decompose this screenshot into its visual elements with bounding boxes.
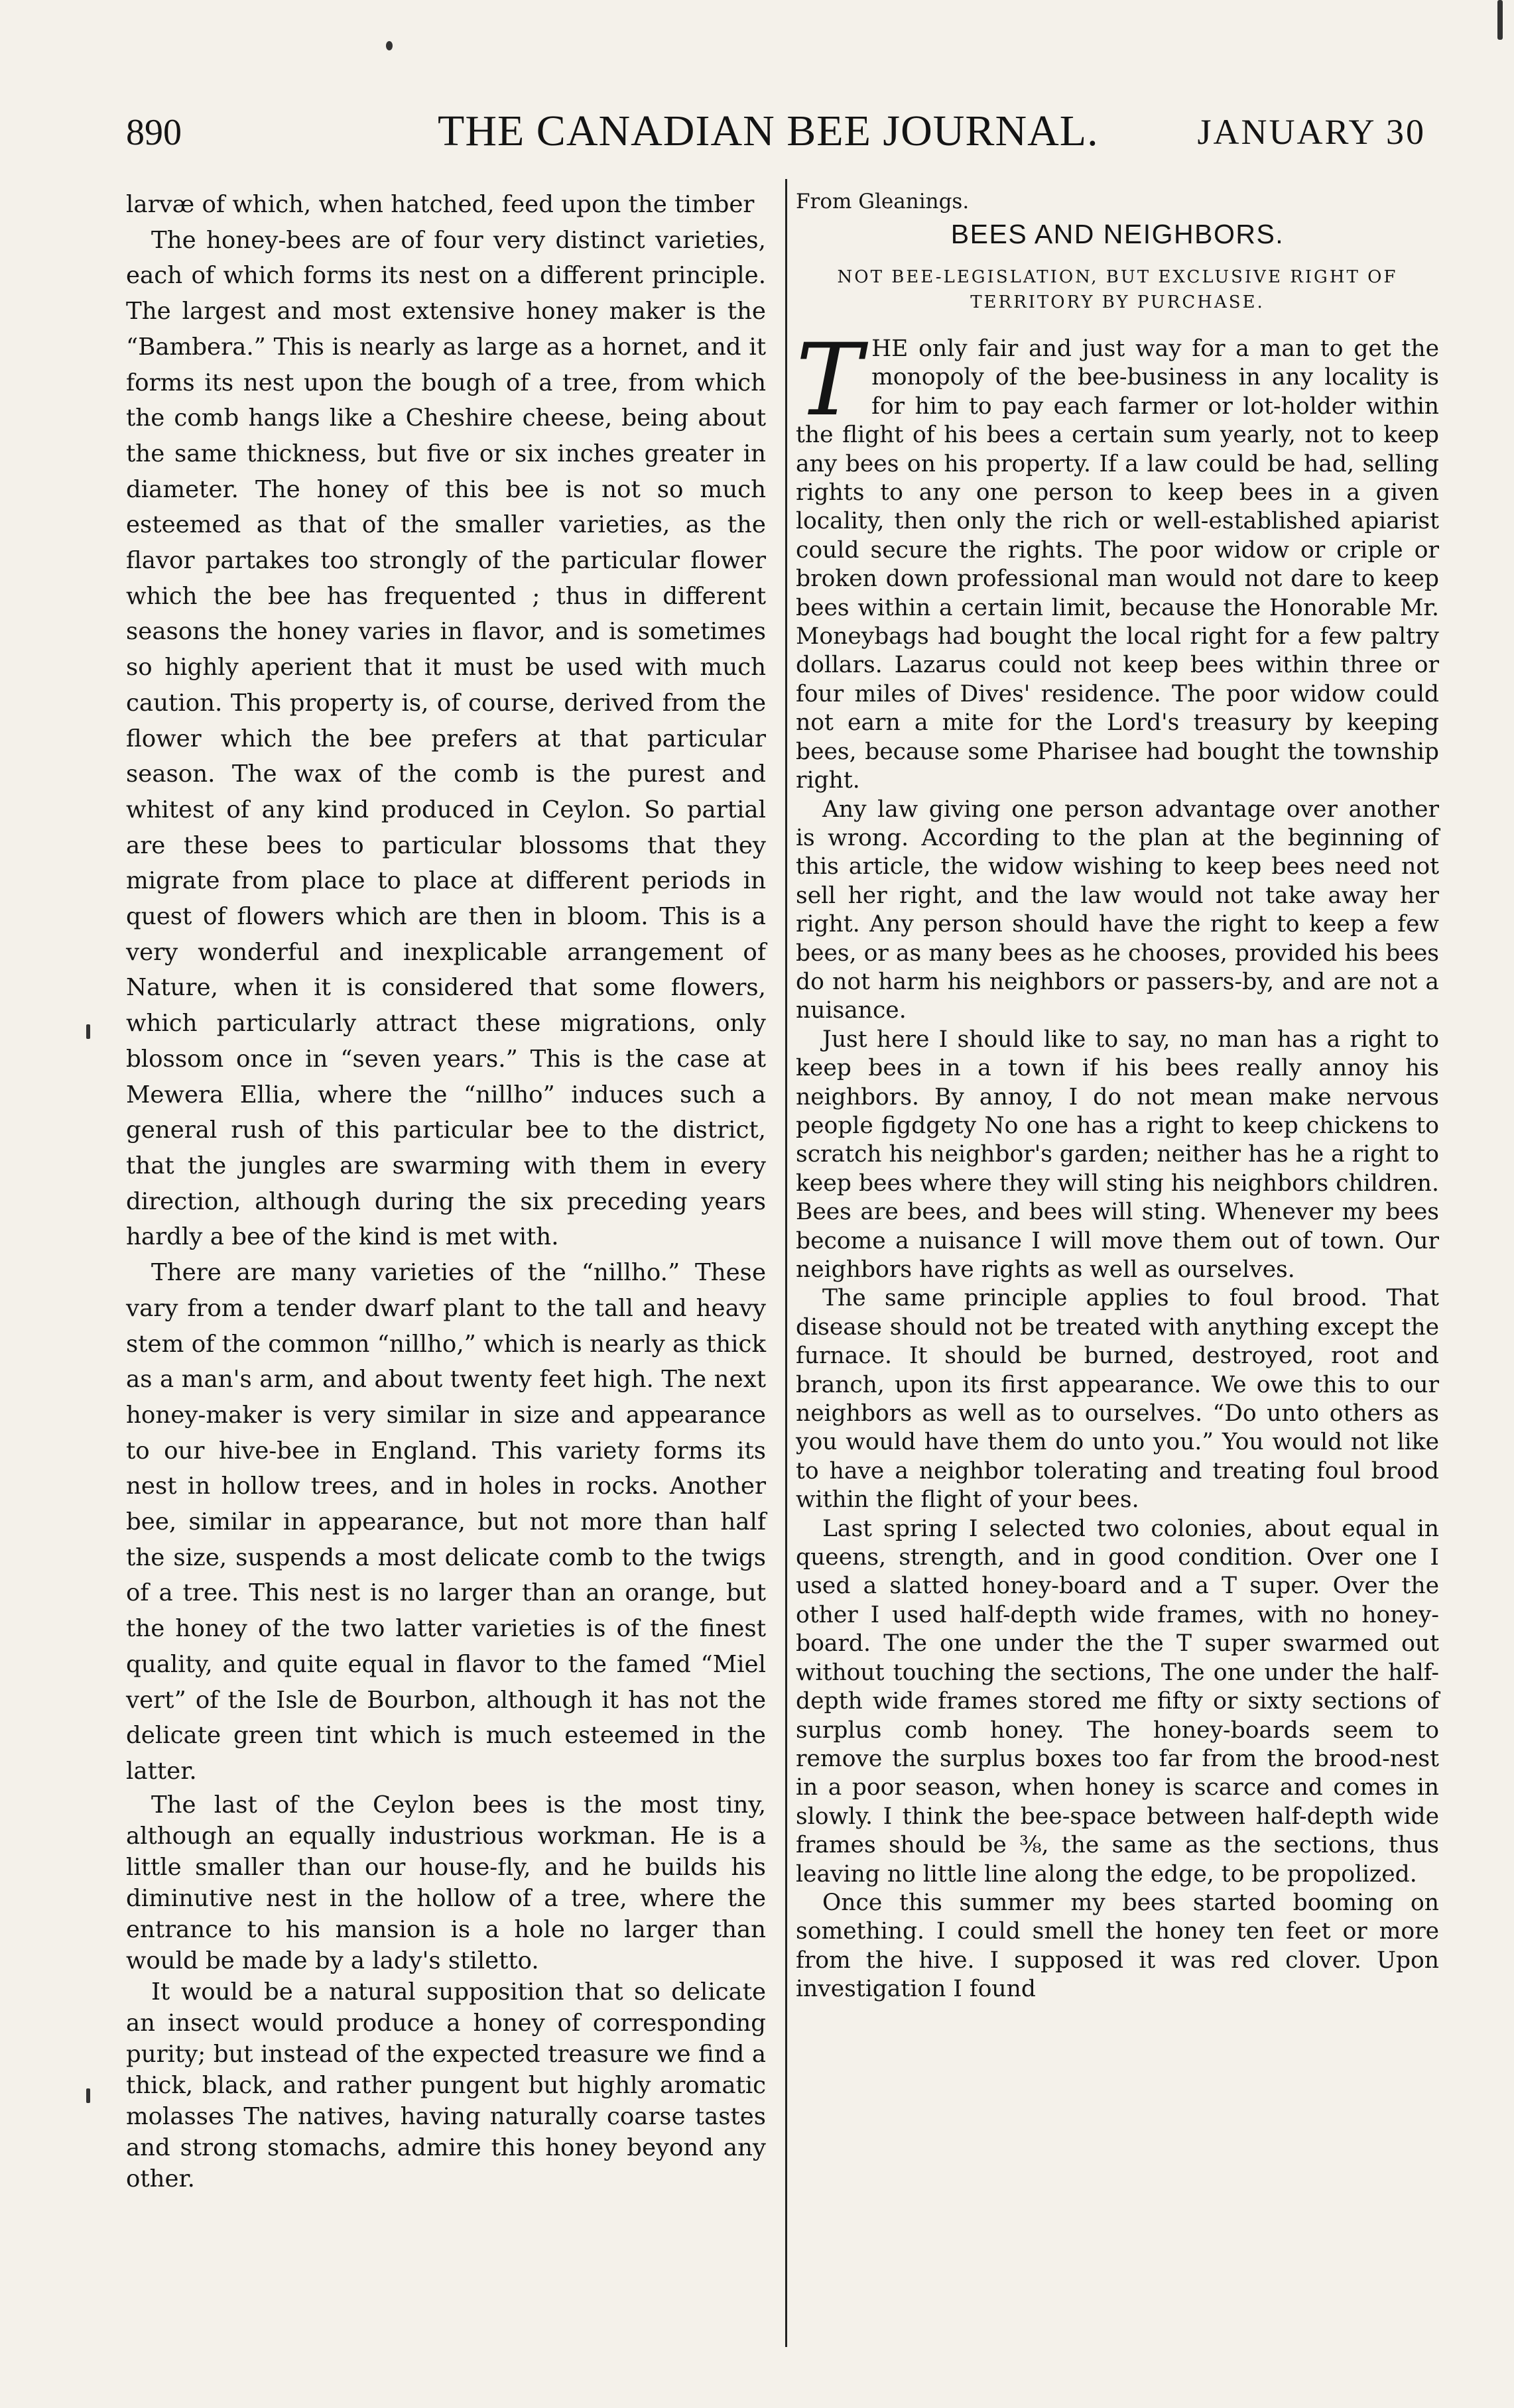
right-paragraph-4: The same principle applies to foul brood. That disease should not be treated with anything except the furnace. It should be burned, destroyed, root and branch, upon its first appearance. We owe this to our neighbors as well as to ourselves. “Do unto others as you would have them do unto you.” You would not like to have a neighbor tolerating and treating foul brood within the flight of your bees. [796, 1285, 1439, 1514]
right-paragraph-3: Just here I should like to say, no man has a right to keep bees in a town if his bees really annoy his neighbors. By annoy, I do not mean make nervous people figdgety No one has a right to keep chickens to scratch his neighbor's garden; neither has he a right to keep bees where they will sting his neighbors children. Bees are bees, and bees will sting. Whenever my bees become a nuisance I will move them out of town. Our neighbors have rights as well as ourselves. [796, 1026, 1439, 1283]
ink-speck [86, 1024, 90, 1039]
article-source: From Gleanings. [796, 190, 970, 213]
ink-speck [1497, 0, 1503, 40]
page-number: 890 [126, 112, 182, 153]
ink-speck [386, 41, 393, 50]
left-paragraph-2: The honey-bees are of four very distinct varieties, each of which forms its nest on a different principle. The largest and most extensive honey maker is the “Bambera.” This is nearly as large as a hornet, and it forms its nest upon the bough of a tree, from which the comb hangs like a Cheshire cheese, being about the same thickness, but five or six inches greater in diameter. The honey of this bee is not so much esteemed as that of the smaller varieties, as the flavor partakes too strongly of the particular flower which the bee has frequented ; thus in different seasons the honey varies in flavor, and is sometimes so highly aperient that it must be used with much caution. This property is, of course, derived from the flower which the bee prefers at that particular season. The wax of the comb is the purest and whitest of any kind produced in Ceylon. So partial are these bees to particular blossoms that they migrate from place to place at different periods in quest of flowers which are then in bloom. This is a very wonderful and inexplicable arrangement of Nature, when it is considered that some flowers, which particularly attract these migrations, only blossom once in “seven years.” This is the case at Mewera Ellia, where the “nillho” induces such a general rush of this particular bee to the district, that the jungles are swarming with them in every direction, although during the six preceding years hardly a bee of the kind is met with. [126, 226, 766, 1251]
journal-title: THE CANADIAN BEE JOURNAL. [438, 107, 1099, 155]
drop-cap: T [796, 323, 863, 438]
left-column [126, 187, 766, 2195]
column-divider [785, 179, 787, 2347]
left-paragraph-1: larvæ of which, when hatched, feed upon the timber [126, 191, 755, 218]
left-paragraph-3: There are many varieties of the “nillho.” These vary from a tender dwarf plant to the tall and heavy stem of the common “nillho,” which is nearly as thick as a man's arm, and about twenty feet high. The next honey-maker is very similar in size and appearance to our hive-bee in England. This variety forms its nest in hollow trees, and in holes in rocks. Another bee, similar in appearance, but not more than half the size, suspends a most delicate comb to the twigs of a tree. This nest is no larger than an orange, but the honey of the two latter varieties is of the finest quality, and quite equal in flavor to the famed “Miel vert” of the Isle de Bourbon, although it has not the delicate green tint which is much esteemed in the latter. [126, 1259, 766, 1785]
right-paragraph-1-text: HE only fair and just way for a man to get the monopoly of the bee-business in any locality is for him to pay each farmer or lot-holder within the flight of his bees a certain sum yearly, not to keep any bees on his property. If a law could be had, selling rights to any one person to keep bees in a given locality, then only the rich or well-established apiarist could secure the rights. The poor widow or criple or broken down professional man would not dare to keep bees within a certain limit, because the Honorable Mr. Moneybags had bought the local right for a few paltry dollars. Lazarus could not keep bees within three or four miles of Dives' residence. The poor widow could not earn a mite for the Lord's treasury by keeping bees, because some Pharisee had bought the township right. [796, 335, 1439, 794]
article-subtitle: NOT BEE-LEGISLATION, BUT EXCLUSIVE RIGHT OF TERRITORY BY PURCHASE. [837, 267, 1398, 312]
right-column [796, 187, 1439, 2004]
right-paragraph-1 [796, 323, 1439, 796]
right-paragraph-6: Once this summer my bees started booming on something. I could smell the honey ten feet or more from the hive. I supposed it was red clover. Upon investigation I found [796, 1889, 1439, 2003]
right-paragraph-2: Any law giving one person advantage over another is wrong. According to the plan at the beginning of this article, the widow wishing to keep bees need not sell her right, and the law would not take away her right. Any person should have the right to keep a few bees, or as many bees as he chooses, provided his bees do not harm his neighbors or passers-by, and are not a nuisance. [796, 796, 1439, 1024]
article-title: BEES AND NEIGHBORS. [950, 219, 1285, 249]
right-paragraph-5: Last spring I selected two colonies, about equal in queens, strength, and in good condition. Over one I used a slatted honey-board and a T super. Over the other I used half-depth wide frames, with no honey-board. The one under the the T super swarmed out without touching the sections, The one under the half-depth wide frames stored me fifty or sixty sections of surplus comb honey. The honey-boards seem to remove the surplus boxes too far from the brood-nest in a poor season, when honey is scarce and comes in slowly. I think the bee-space between half-depth wide frames should be ⅜, the same as the sections, thus leaving no little line along the edge, to be propolized. [796, 1515, 1439, 1888]
page-header [126, 106, 1426, 166]
left-paragraph-5: It would be a natural supposition that so delicate an insect would produce a honey of corresponding purity; but instead of the expected treasure we find a thick, black, and rather pungent but highly aromatic molasses The natives, having naturally coarse tastes and strong stomachs, admire this honey beyond any other. [126, 1978, 766, 2193]
issue-date: JANUARY 30 [1197, 112, 1426, 152]
ink-speck [86, 2088, 90, 2103]
left-paragraph-4: The last of the Ceylon bees is the most tiny, although an equally industrious workman. He is a little smaller than our house-fly, and he builds his diminutive nest in the hollow of a tree, where the entrance to his mansion is a hole no larger than would be made by a lady's stiletto. [126, 1791, 766, 1974]
